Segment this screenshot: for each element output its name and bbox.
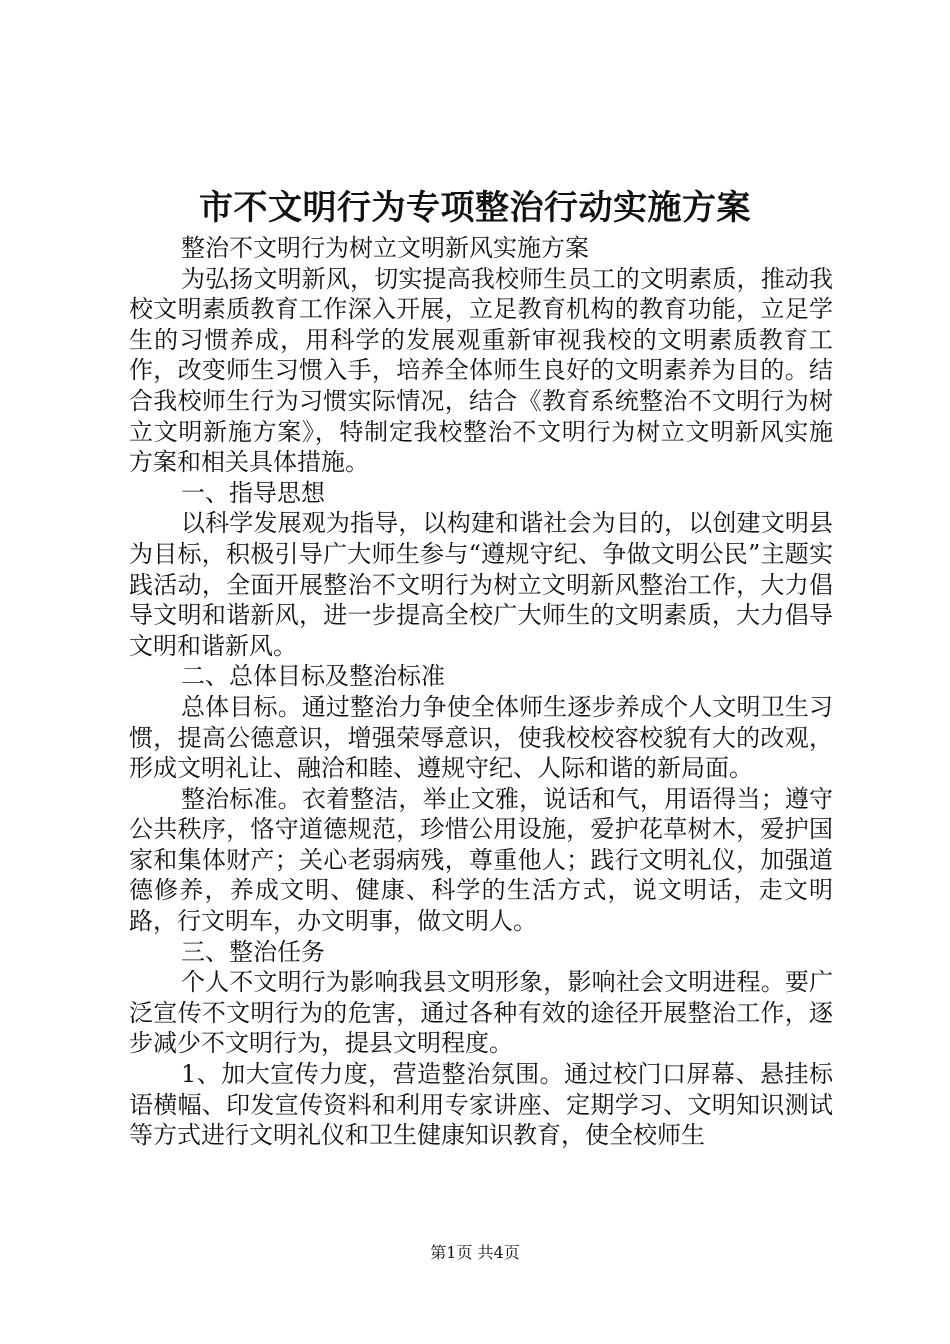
document-title: 市不文明行为专项整治行动实施方案 [199,188,751,228]
section-heading-guiding-thought: 一、指导思想 [181,478,325,507]
paragraph-standards: 整治标准。衣着整洁，举止文雅，说话和气，用语得当；遵守公共秩序，恪守道德规范，珍惜公用设施，爱护花草树木，爱护国家和集体财产；关心老弱病残，尊重他人；践行文明礼仪，加强道德修养，养成文明、健康、科学的生活方式，说文明话，走文明路，行文明车，办文明事，做文明人。 [129,784,833,936]
paragraph-tasks: 个人不文明行为影响我县文明形象，影响社会文明进程。要广泛宣传不文明行为的危害，通过各种有效的途径开展整治工作，逐步减少不文明行为，提县文明程度。 [129,968,833,1058]
paragraph-overall-goal: 总体目标。通过整治力争使全体师生逐步养成个人文明卫生习惯，提高公德意识，增强荣辱意识，使我校校容校貌有大的改观，形成文明礼让、融洽和睦、遵规守纪、人际和谐的新局面。 [129,692,833,783]
section-heading-tasks: 三、整治任务 [181,937,325,966]
document-body [129,233,833,1151]
page-number-footer: 第1页 共4页 [430,1243,520,1262]
paragraph-subtitle: 整治不文明行为树立文明新风实施方案 [181,234,589,262]
section-heading-goals: 二、总体目标及整治标准 [181,662,445,691]
paragraph-guiding-thought: 以科学发展观为指导，以构建和谐社会为目的，以创建文明县为目标，积极引导广大师生参与“遵规守纪、争做文明公民”主题实践活动，全面开展整治不文明行为树立文明新风整治工作，大力倡导文明和谐新风，进一步提高全校广大师生的文明素质，大力倡导文明和谐新风。 [129,509,833,660]
paragraph-intro: 为弘扬文明新风，切实提高我校师生员工的文明素质，推动我校文明素质教育工作深入开展，立足教育机构的教育功能，立足学生的习惯养成，用科学的发展观重新审视我校的文明素质教育工作，改变师生习惯入手，培养全体师生良好的文明素养为目的。结合我校师生行为习惯实际情况，结合《教育系统整治不文明行为树立文明新施方案》，特制定我校整治不文明行为树立文明新风实施方案和相关具体措施。 [129,264,833,477]
paragraph-task-1: 1、加大宣传力度，营造整治氛围。通过校门口屏幕、悬挂标语横幅、印发宣传资料和利用专家讲座、定期学习、文明知识测试等方式进行文明礼仪和卫生健康知识教育，使全校师生 [129,1060,833,1150]
